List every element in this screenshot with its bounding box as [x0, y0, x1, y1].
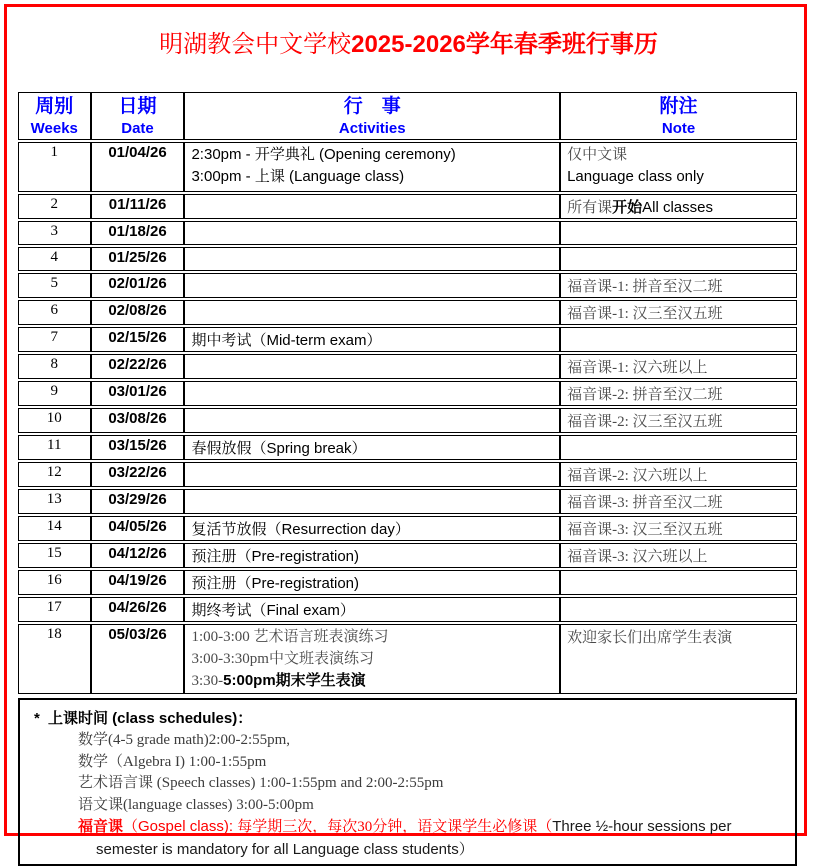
note-cell: [560, 408, 797, 433]
date-cell: 03/01/26: [91, 381, 185, 406]
table-row-week-6: [18, 300, 797, 325]
note-text-bold: 开始: [612, 199, 643, 216]
note-cell: [560, 570, 797, 595]
week-cell: 7: [18, 327, 91, 352]
activities-cell: [184, 381, 560, 406]
date-cell: 02/22/26: [91, 354, 185, 379]
note-cell: [560, 624, 797, 694]
activities-cell: 复活节放假（Resurrection day）: [184, 516, 560, 541]
note-cell: [560, 247, 797, 271]
date-cell: 02/01/26: [91, 273, 185, 298]
note-cell: [560, 300, 797, 325]
table-row-week-17: [18, 597, 797, 622]
note-cell: [560, 462, 797, 487]
week-cell: 9: [18, 381, 91, 406]
activity-line: 3:00-3:30pm中文班表演练习: [191, 651, 374, 667]
note-cell: [560, 543, 797, 568]
activity-line: 2:30pm - 开学典礼 (Opening ceremony): [191, 146, 456, 163]
activities-cell: [184, 462, 560, 487]
activities-cell: [184, 624, 560, 694]
date-cell: 03/29/26: [91, 489, 185, 514]
date-cell: 02/08/26: [91, 300, 185, 325]
page-title-emphasis: 2025-2026学年春季班行事历: [351, 31, 658, 58]
activities-cell: 预注册（Pre-registration): [184, 570, 560, 595]
note-cell: [560, 194, 797, 219]
table-row-week-7: [18, 327, 797, 352]
activities-cell: [184, 194, 560, 219]
activity-line: 3:00pm - 上课 (Language class): [191, 168, 405, 185]
week-cell: 2: [18, 194, 91, 219]
date-cell: 03/08/26: [91, 408, 185, 433]
table-row-week-8: [18, 354, 797, 379]
gospel-label: 福音课: [78, 818, 124, 835]
activity-line: 1:00-3:00 艺术语言班表演练习: [191, 629, 389, 645]
activities-cell: 春假放假（Spring break）: [184, 435, 560, 460]
table-row-week-11: [18, 435, 797, 460]
date-cell: 04/19/26: [91, 570, 185, 595]
activities-cell: [184, 221, 560, 245]
activity-text: 3:30-: [191, 673, 224, 689]
table-row-week-15: [18, 543, 797, 568]
table-row-week-5: [18, 273, 797, 298]
table-row-week-14: [18, 516, 797, 541]
activities-cell: 预注册（Pre-registration): [184, 543, 560, 568]
activities-cell: [184, 273, 560, 298]
note-cell: [560, 381, 797, 406]
table-row-week-18: [18, 624, 797, 694]
date-cell: 03/15/26: [91, 435, 185, 460]
asterisk-marker: *: [34, 710, 40, 727]
date-cell: 02/15/26: [91, 327, 185, 352]
note-cell: [560, 221, 797, 245]
note-text: 福音课-1: 汉六班以上: [567, 360, 708, 376]
activities-cell: 期中考试（Mid-term exam）: [184, 327, 560, 352]
note-text: 福音课-1: 汉三至汉五班: [567, 306, 723, 322]
table-row-week-10: [18, 408, 797, 433]
activities-cell: [184, 354, 560, 379]
schedule-note-line-math2: 数学（Algebra I) 1:00-1:55pm: [78, 753, 267, 770]
week-cell: 15: [18, 543, 91, 568]
note-cell: [560, 327, 797, 352]
note-cell: [560, 516, 797, 541]
note-text: 福音课-2: 汉六班以上: [567, 468, 708, 484]
week-cell: 14: [18, 516, 91, 541]
table-row-week-2: [18, 194, 797, 219]
column-header-weeks: [18, 92, 91, 140]
header-weeks-zh: 周别: [35, 95, 74, 117]
date-cell: 04/26/26: [91, 597, 185, 622]
week-cell: 16: [18, 570, 91, 595]
gospel-note-line-2: [32, 839, 783, 861]
schedule-note-line-speech: 艺术语言课 (Speech classes) 1:00-1:55pm and 2:00-2:55pm: [78, 775, 444, 791]
table-row-week-9: [18, 381, 797, 406]
calendar-table: [18, 90, 797, 696]
note-line: 仅中文课: [567, 147, 628, 163]
gospel-text-black: Three ½-hour sessions per: [552, 818, 732, 835]
date-cell: 01/11/26: [91, 194, 185, 219]
note-cell: [560, 142, 797, 192]
table-row-week-13: [18, 489, 797, 514]
activities-cell: [184, 489, 560, 514]
date-cell: 05/03/26: [91, 624, 185, 694]
gospel-note-line: [32, 816, 783, 839]
header-date-en: Date: [121, 119, 154, 137]
date-cell: 04/12/26: [91, 543, 185, 568]
table-row-week-1: [18, 142, 797, 192]
gospel-text-black-2: semester is mandatory for all Language class students）: [96, 840, 474, 858]
week-cell: 17: [18, 597, 91, 622]
header-weeks-en: Weeks: [30, 119, 78, 137]
header-note-zh: 附注: [659, 95, 698, 117]
week-cell: 11: [18, 435, 91, 460]
date-cell: 01/04/26: [91, 142, 185, 192]
note-text: 欢迎家长们出席学生表演: [567, 630, 733, 646]
table-row-week-3: [18, 221, 797, 245]
note-text: 福音课-1: 拼音至汉二班: [567, 279, 723, 295]
date-cell: 01/25/26: [91, 247, 185, 271]
schedule-note-line-math1: 数学(4-5 grade math)2:00-2:55pm,: [78, 732, 291, 748]
note-text: 福音课-2: 汉三至汉五班: [567, 414, 723, 430]
schedule-notes-section: [18, 698, 797, 866]
table-header-row: [18, 92, 797, 140]
note-text: 所有课: [567, 200, 613, 216]
table-row-week-16: [18, 570, 797, 595]
activity-line: [191, 670, 553, 692]
note-line: Language class only: [567, 168, 704, 185]
note-cell: [560, 435, 797, 460]
schedule-notes-heading: [34, 708, 783, 730]
activities-cell: 期终考试（Final exam）: [184, 597, 560, 622]
note-cell: [560, 273, 797, 298]
table-row-week-12: [18, 462, 797, 487]
schedule-heading-text: 上课时间 (class schedules)：: [48, 710, 253, 727]
activities-cell: [184, 408, 560, 433]
note-cell: [560, 354, 797, 379]
week-cell: 1: [18, 142, 91, 192]
note-cell: [560, 597, 797, 622]
activities-cell: [184, 142, 560, 192]
column-header-note: [560, 92, 797, 140]
date-cell: 01/18/26: [91, 221, 185, 245]
week-cell: 12: [18, 462, 91, 487]
note-text: 福音课-3: 汉三至汉五班: [567, 522, 723, 538]
week-cell: 3: [18, 221, 91, 245]
calendar-content: [18, 90, 797, 866]
gospel-label-en: （Gospel class):: [123, 818, 238, 835]
week-cell: 8: [18, 354, 91, 379]
schedule-note-line-language: 语文课(language classes) 3:00-5:00pm: [78, 796, 314, 813]
note-text: 福音课-3: 汉六班以上: [567, 549, 708, 565]
week-cell: 18: [18, 624, 91, 694]
header-activities-en: Activities: [338, 119, 406, 137]
page-title: [0, 24, 817, 59]
page-title-prefix: 明湖教会中文学校: [159, 32, 352, 58]
column-header-date: [91, 92, 185, 140]
note-text: 福音课-2: 拼音至汉二班: [567, 387, 723, 403]
activity-text-bold: 5:00pm期末学生表演: [223, 672, 366, 689]
week-cell: 5: [18, 273, 91, 298]
header-date-zh: 日期: [118, 95, 157, 117]
activities-cell: [184, 247, 560, 271]
week-cell: 4: [18, 247, 91, 271]
activities-cell: [184, 300, 560, 325]
week-cell: 6: [18, 300, 91, 325]
header-activities-zh: 行 事: [343, 95, 401, 117]
column-header-activities: [184, 92, 560, 140]
date-cell: 03/22/26: [91, 462, 185, 487]
table-row-week-4: [18, 247, 797, 271]
date-cell: 04/05/26: [91, 516, 185, 541]
note-text: All classes: [642, 199, 713, 216]
week-cell: 13: [18, 489, 91, 514]
header-note-en: Note: [661, 119, 696, 137]
note-text: 福音课-3: 拼音至汉二班: [567, 495, 723, 511]
week-cell: 10: [18, 408, 91, 433]
gospel-text-red: 每学期三次，每次30分钟，语文课学生必修课（: [237, 819, 553, 835]
note-cell: [560, 489, 797, 514]
